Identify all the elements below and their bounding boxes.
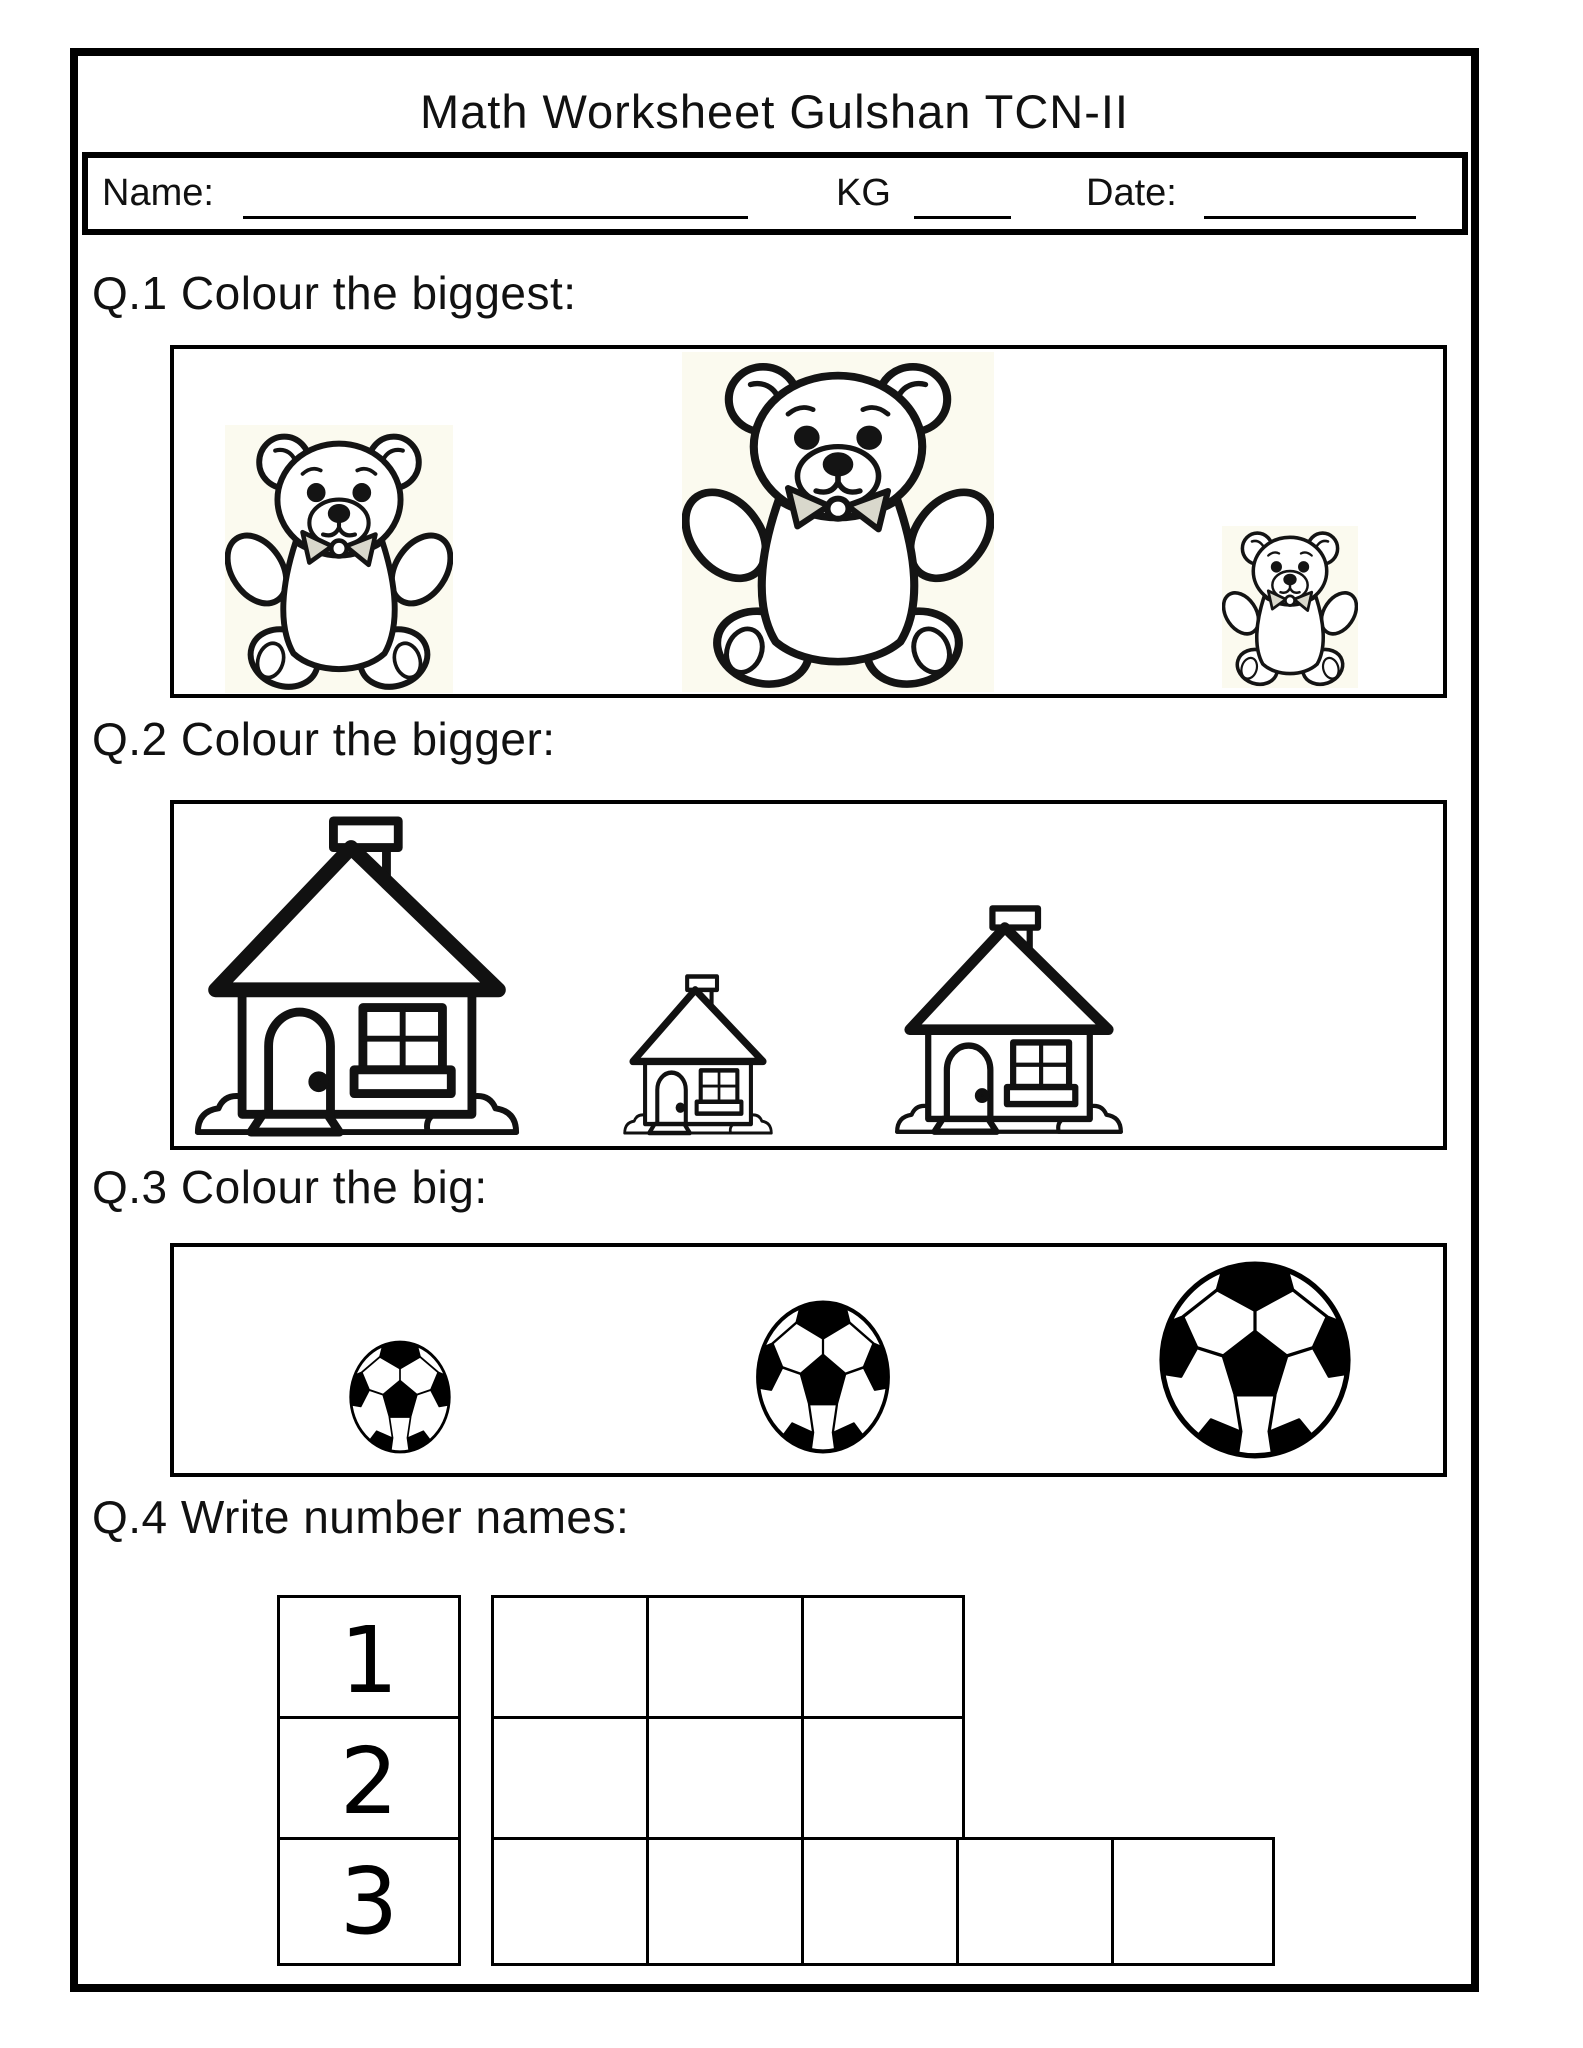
number-cell-2: 2 <box>277 1716 461 1846</box>
worksheet-title: Math Worksheet Gulshan TCN-II <box>419 85 1129 138</box>
q3-heading: Q.3 Colour the big: <box>92 1161 488 1213</box>
kg-blank[interactable] <box>914 216 1011 219</box>
number-cell-1: 1 <box>277 1595 461 1725</box>
answer-cell-r3c2[interactable] <box>646 1837 810 1966</box>
kg-label: KG <box>836 172 891 214</box>
answer-cell-r3c4[interactable] <box>956 1837 1120 1966</box>
answer-cell-r1c3[interactable] <box>801 1595 965 1725</box>
q2-heading: Q.2 Colour the bigger: <box>92 713 556 765</box>
answer-cell-r2c3[interactable] <box>801 1716 965 1846</box>
football-medium[interactable] <box>753 1297 893 1457</box>
teddy-bear-medium[interactable] <box>225 425 453 693</box>
answer-cell-r3c3[interactable] <box>801 1837 965 1966</box>
teddy-bear-small[interactable] <box>1222 526 1358 688</box>
number-cell-3: 3 <box>277 1837 461 1966</box>
football-small[interactable] <box>347 1338 453 1456</box>
house-small[interactable] <box>622 972 774 1136</box>
date-blank[interactable] <box>1204 216 1416 219</box>
answer-cell-r3c5[interactable] <box>1111 1837 1275 1966</box>
football-large[interactable] <box>1155 1257 1355 1463</box>
answer-cell-r2c2[interactable] <box>646 1716 810 1846</box>
name-label: Name: <box>102 172 214 214</box>
teddy-bear-large[interactable] <box>682 352 994 692</box>
header-box <box>82 152 1468 235</box>
house-medium[interactable] <box>893 902 1125 1136</box>
answer-cell-r1c1[interactable] <box>491 1595 655 1725</box>
date-label: Date: <box>1086 172 1177 214</box>
q1-heading: Q.1 Colour the biggest: <box>92 267 577 319</box>
q4-heading: Q.4 Write number names: <box>92 1491 630 1543</box>
answer-cell-r1c2[interactable] <box>646 1595 810 1725</box>
answer-cell-r2c1[interactable] <box>491 1716 655 1846</box>
answer-cell-r3c1[interactable] <box>491 1837 655 1966</box>
name-blank[interactable] <box>243 216 748 219</box>
house-large[interactable] <box>192 812 522 1138</box>
